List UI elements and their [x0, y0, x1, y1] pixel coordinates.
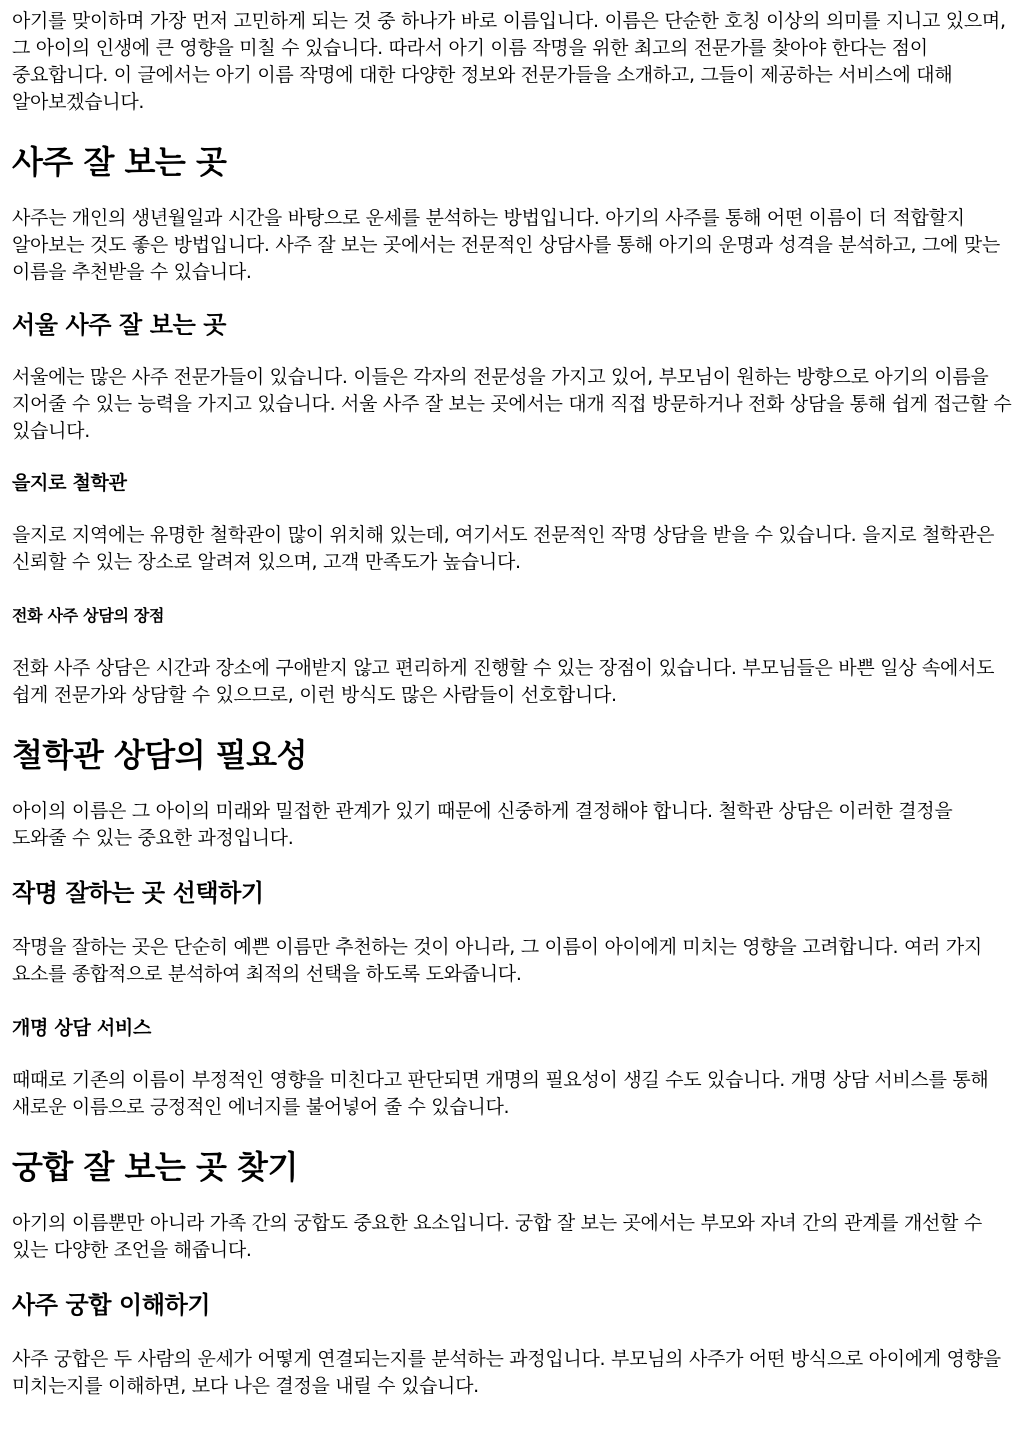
- subsection-heading-naming: 작명 잘하는 곳 선택하기: [12, 879, 264, 907]
- section-body-gunghap: 아기의 이름뿐만 아니라 가족 간의 궁합도 중요한 요소입니다. 궁합 잘 보는 곳에서는 부모와 자녀 간의 관계를 개선할 수 있는 다양한 조언을 해줍니다.: [12, 1212, 982, 1261]
- subsection-body-seoul: 서울에는 많은 사주 전문가들이 있습니다. 이들은 각자의 전문성을 가지고 있어, 부모님이 원하는 방향으로 아기의 이름을 지어줄 수 있는 능력을 가지고 있습니다. 서울 사주 잘 보는 곳에서는 대개 직접 방문하거나 전화 상담을 통해 쉽게 접근할 수 있습니다.: [12, 366, 1012, 442]
- subsection-heading-seoul: 서울 사주 잘 보는 곳: [12, 311, 227, 339]
- subsection-heading-euljiro: 을지로 철학관: [12, 472, 127, 494]
- subsection-heading-phone: 전화 사주 상담의 장점: [12, 606, 165, 625]
- subsection-body-rename: 때때로 기존의 이름이 부정적인 영향을 미친다고 판단되면 개명의 필요성이 생길 수도 있습니다. 개명 상담 서비스를 통해 새로운 이름으로 긍정적인 에너지를 불어넣어 줄 수 있습니다.: [12, 1069, 989, 1118]
- section-heading-gunghap: 궁합 잘 보는 곳 찾기: [12, 1148, 298, 1186]
- subsection-body-understand: 사주 궁합은 두 사람의 운세가 어떻게 연결되는지를 분석하는 과정입니다. 부모님의 사주가 어떤 방식으로 아이에게 영향을 미치는지를 이해하면, 보다 나은 결정을 내릴 수 있습니다.: [12, 1348, 1001, 1397]
- subsection-heading-rename: 개명 상담 서비스: [12, 1017, 152, 1039]
- intro-paragraph: 아기를 맞이하며 가장 먼저 고민하게 되는 것 중 하나가 바로 이름입니다. 이름은 단순한 호칭 이상의 의미를 지니고 있으며, 그 아이의 인생에 큰 영향을 미칠 수 있습니다. 따라서 아기 이름 작명을 위한 최고의 전문가를 찾아야 한다는 점이 중요합니다. 이 글에서는 아기 이름 작명에 대한 다양한 정보와 전문가들을 소개하고, 그들이 제공하는 서비스에 대해 알아보겠습니다.: [12, 10, 1006, 113]
- subsection-body-naming: 작명을 잘하는 곳은 단순히 예쁜 이름만 추천하는 것이 아니라, 그 이름이 아이에게 미치는 영향을 고려합니다. 여러 가지 요소를 종합적으로 분석하여 최적의 선택을 하도록 도와줍니다.: [12, 936, 982, 985]
- section-heading-philosophy: 철학관 상담의 필요성: [12, 736, 307, 774]
- article: [0, 8, 1024, 1400]
- subsection-heading-understand: 사주 궁합 이해하기: [12, 1291, 211, 1319]
- section-body-philosophy: 아이의 이름은 그 아이의 미래와 밀접한 관계가 있기 때문에 신중하게 결정해야 합니다. 철학관 상담은 이러한 결정을 도와줄 수 있는 중요한 과정입니다.: [12, 800, 953, 849]
- section-heading-saju: 사주 잘 보는 곳: [12, 143, 227, 181]
- subsection-body-euljiro: 을지로 지역에는 유명한 철학관이 많이 위치해 있는데, 여기서도 전문적인 작명 상담을 받을 수 있습니다. 을지로 철학관은 신뢰할 수 있는 장소로 알려져 있으며, 고객 만족도가 높습니다.: [12, 524, 995, 573]
- section-body-saju: 사주는 개인의 생년월일과 시간을 바탕으로 운세를 분석하는 방법입니다. 아기의 사주를 통해 어떤 이름이 더 적합할지 알아보는 것도 좋은 방법입니다. 사주 잘 보는 곳에서는 전문적인 상담사를 통해 아기의 운명과 성격을 분석하고, 그에 맞는 이름을 추천받을 수 있습니다.: [12, 207, 1000, 283]
- subsection-body-phone: 전화 사주 상담은 시간과 장소에 구애받지 않고 편리하게 진행할 수 있는 장점이 있습니다. 부모님들은 바쁜 일상 속에서도 쉽게 전문가와 상담할 수 있으므로, 이런 방식도 많은 사람들이 선호합니다.: [12, 657, 995, 706]
